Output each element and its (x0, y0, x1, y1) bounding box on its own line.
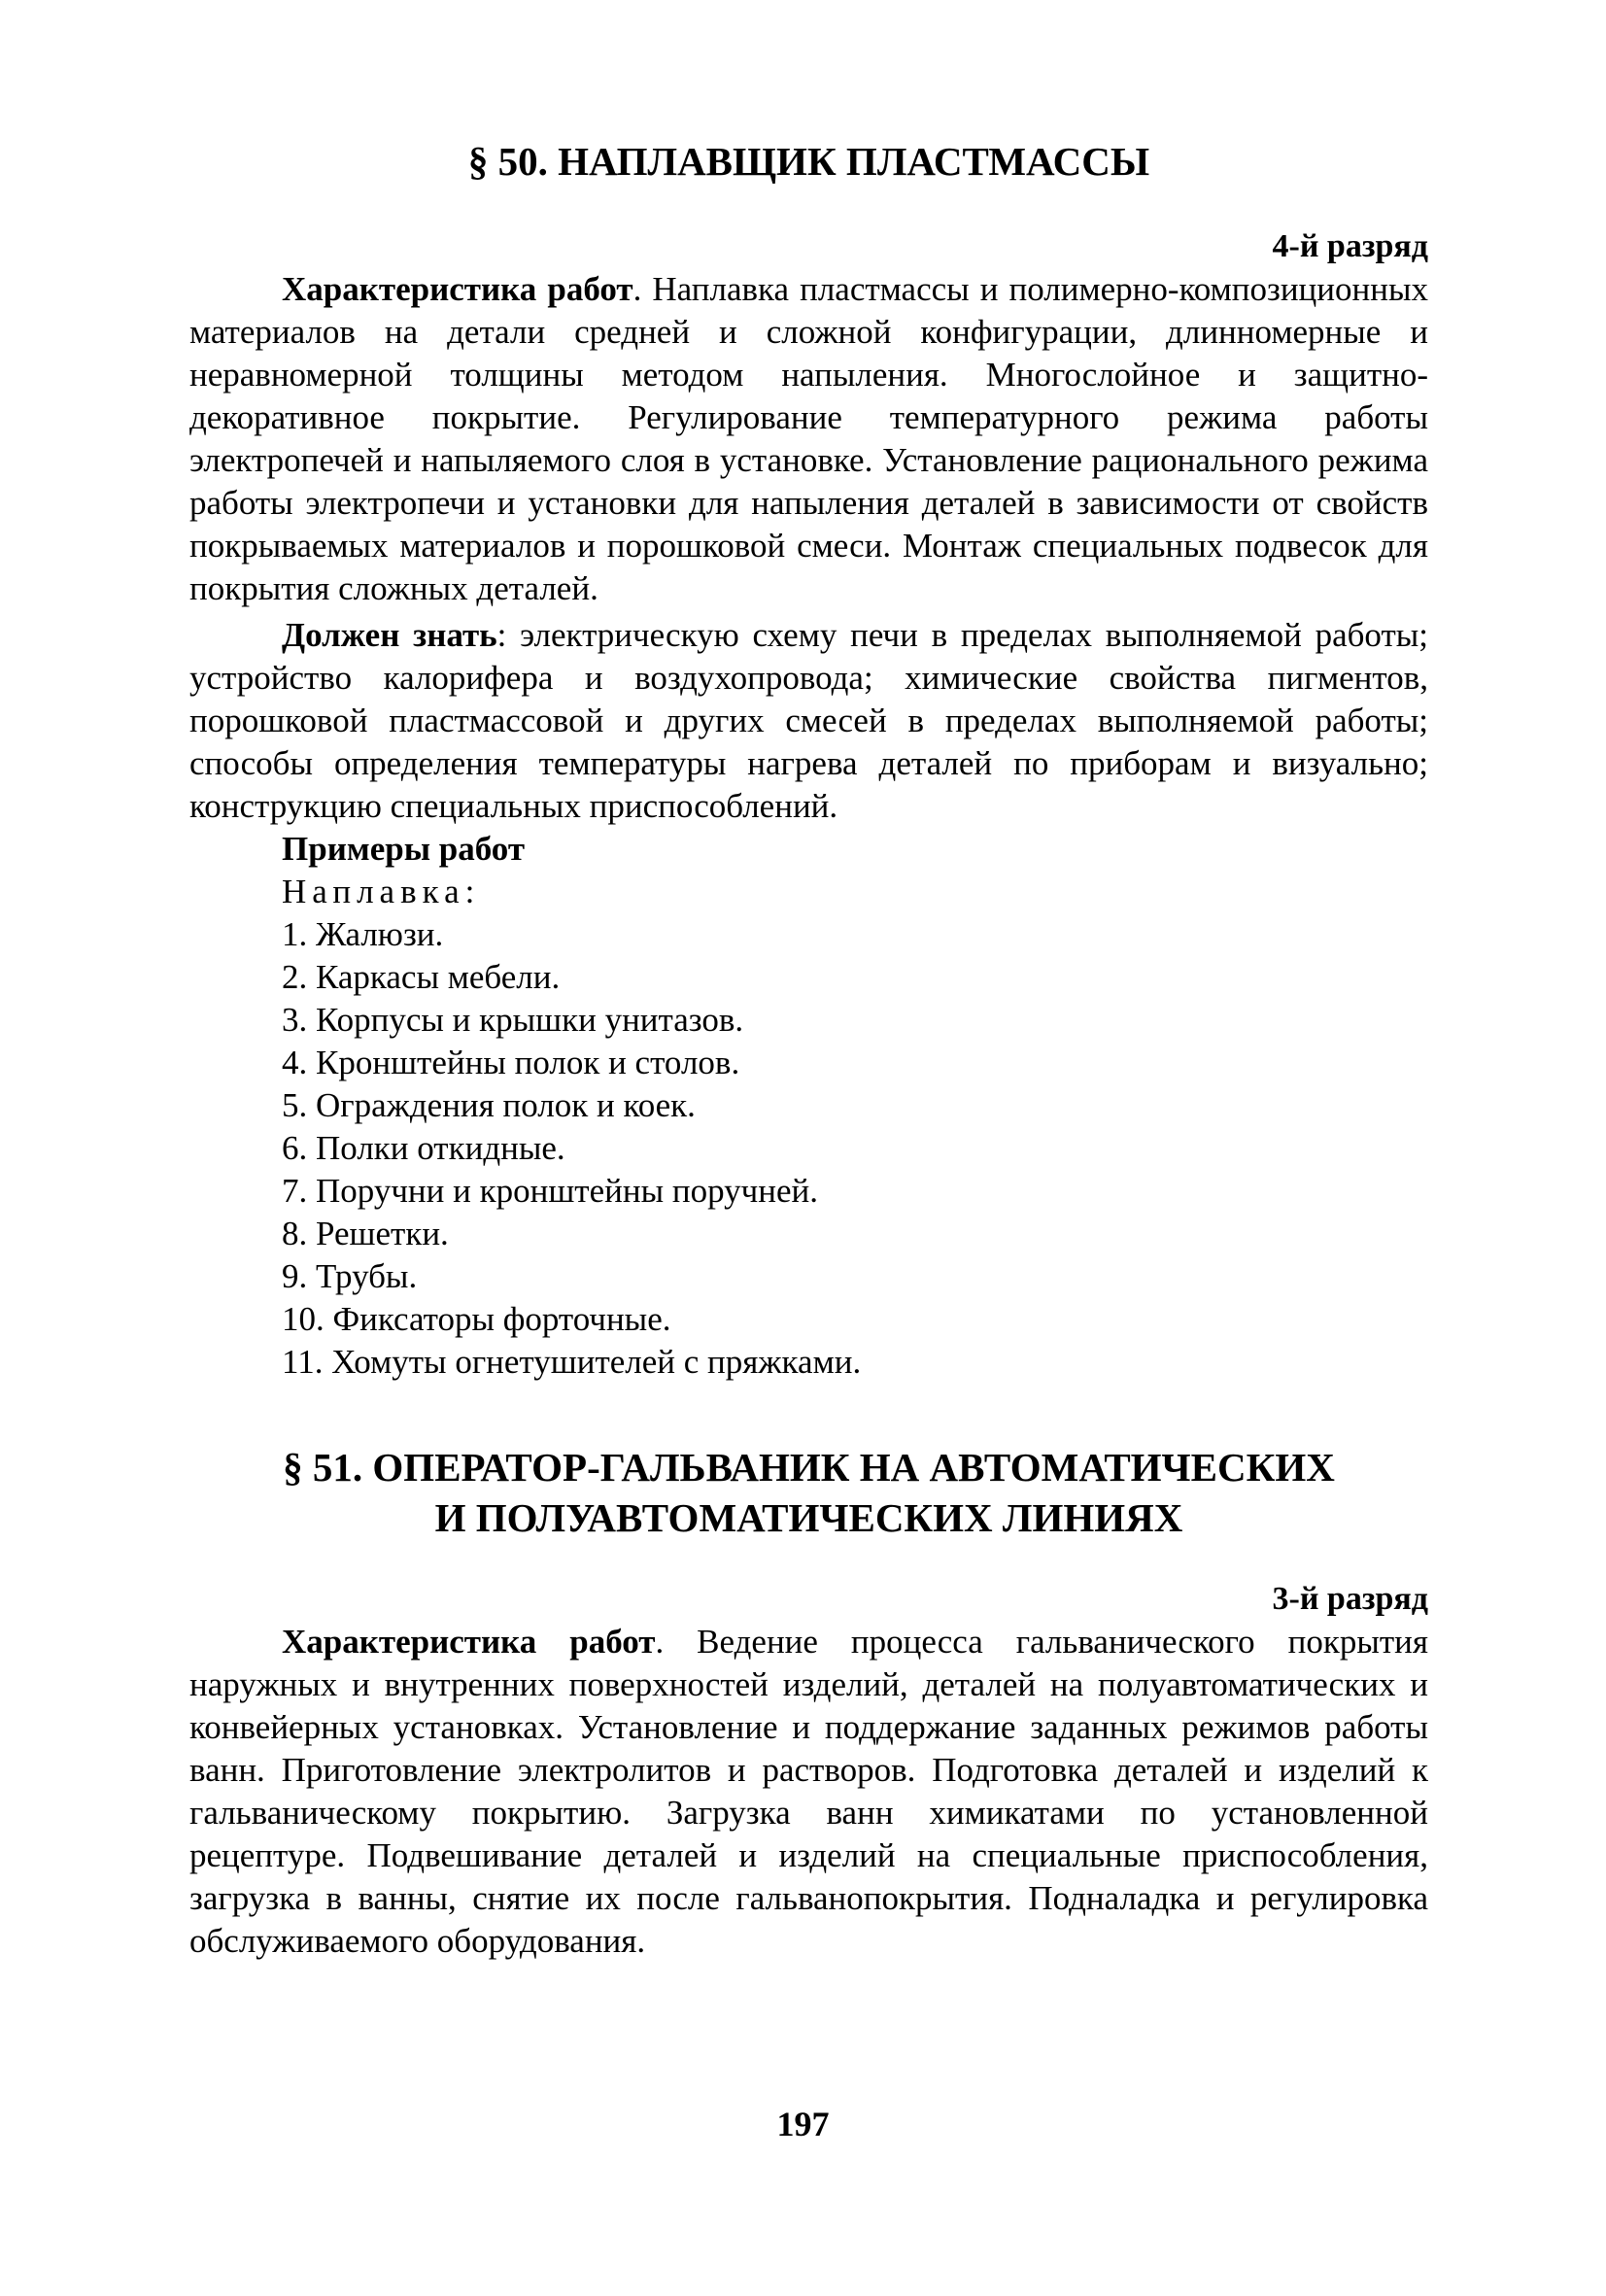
section-51-work-description (189, 1621, 1428, 1963)
list-item: 11. Хомуты огнетушителей с пряжками. (282, 1343, 862, 1381)
work-characteristics-label: Характеристика работ (282, 1623, 656, 1661)
section-51-title-line2: И ПОЛУАВТОМАТИЧЕСКИХ ЛИНИЯХ (434, 1495, 1183, 1540)
section-51-title-line1: § 51. ОПЕРАТОР-ГАЛЬВАНИК НА АВТОМАТИЧЕСКИХ (283, 1445, 1335, 1490)
examples-intro: Наплавка: (282, 873, 481, 910)
work-characteristics-label: Характеристика работ (282, 270, 633, 308)
examples-list (282, 913, 1428, 1384)
page-number: 197 (776, 2105, 830, 2143)
examples-heading: Примеры работ (282, 830, 526, 868)
section-51-grade: 3-й разряд (1272, 1581, 1428, 1617)
section-51-title (189, 1442, 1428, 1543)
section-50-knowledge (189, 614, 1428, 828)
list-item: 6. Полки откидные. (282, 1129, 565, 1167)
document-page (189, 136, 1428, 1963)
work-characteristics-text: . Наплавка пластмассы и полимерно-композиционных материалов на детали средней и сложной конфигурации, длинномерные и неравномерной толщины методом напыления. Многослойное и защитно-декоративное покрытие. Регулирование температурного режима работы электропечей и напыляемого слоя в установке. Установление рационального режима работы электропечи и установки для напыления деталей в зависимости от свойств покрываемых материалов и порошковой смеси. Монтаж специальных подвесок для покрытия сложных деталей. (189, 270, 1428, 607)
work-characteristics-text: . Ведение процесса гальванического покрытия наружных и внутренних поверхностей изделий, деталей на полуавтоматических и конвейерных установках. Установление и поддержание заданных режимов работы ванн. Приготовление электролитов и растворов. Подготовка деталей и изделий к гальваническому покрытию. Загрузка ванн химикатами по установленной рецептуре. Подвешивание деталей и изделий на специальные приспособления, загрузка в ванны, снятие их после гальванопокрытия. Подналадка и регулировка обслуживаемого оборудования. (189, 1623, 1428, 1960)
list-item: 8. Решетки. (282, 1215, 449, 1252)
list-item: 7. Поручни и кронштейны поручней. (282, 1172, 818, 1210)
list-item: 2. Каркасы мебели. (282, 958, 561, 996)
list-item: 5. Ограждения полок и коек. (282, 1086, 696, 1124)
list-item: 4. Кронштейны полок и столов. (282, 1044, 740, 1081)
list-item: 1. Жалюзи. (282, 915, 444, 953)
must-know-text: : электрическую схему печи в пределах выполняемой работы; устройство калорифера и воздухопровода; химические свойства пигментов, порошковой пластмассовой и других смесей в пределах выполняемой работы; способы определения температуры нагрева деталей по приборам и визуально; конструкцию специальных приспособлений. (189, 616, 1428, 825)
list-item: 10. Фиксаторы форточные. (282, 1300, 671, 1338)
list-item: 9. Трубы. (282, 1257, 418, 1295)
section-50-grade: 4-й разряд (1272, 228, 1428, 264)
section-50-work-description (189, 268, 1428, 610)
section-50-title: § 50. НАПЛАВЩИК ПЛАСТМАССЫ (467, 139, 1150, 184)
list-item: 3. Корпусы и крышки унитазов. (282, 1001, 744, 1039)
must-know-label: Должен знать (282, 616, 497, 654)
